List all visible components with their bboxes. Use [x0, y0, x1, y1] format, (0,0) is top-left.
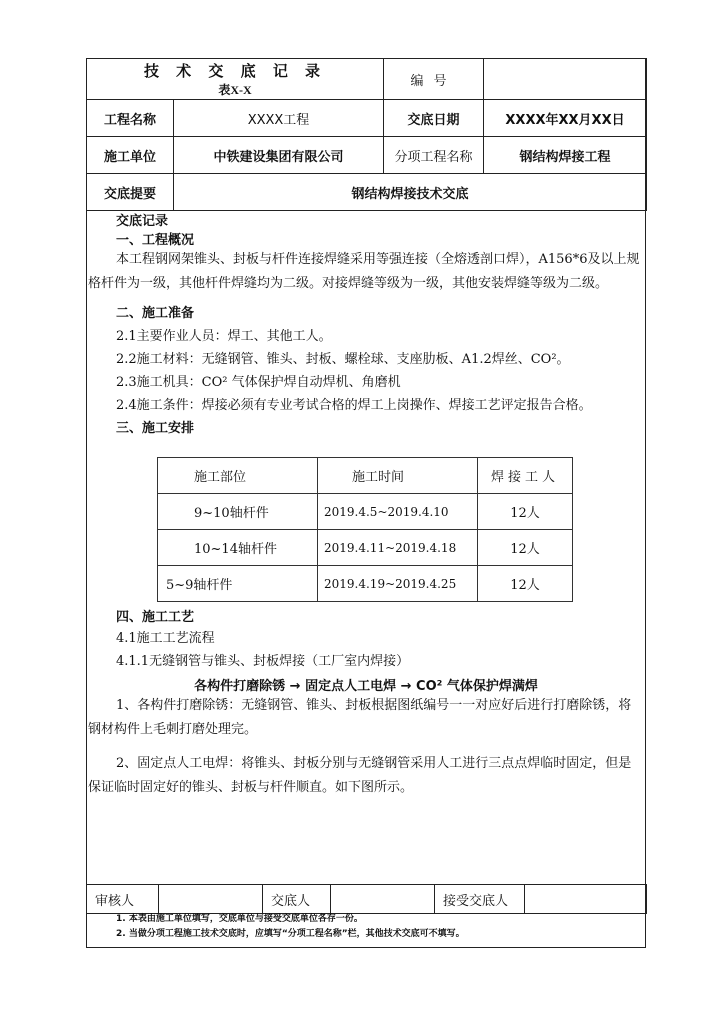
- table-row: [158, 566, 573, 602]
- discloser-signature[interactable]: [331, 885, 435, 914]
- project-name-value[interactable]: XXXX工程: [174, 100, 384, 137]
- section-2-item: 2.2施工材料：无缝钢管、锥头、封板、螺栓球、支座肋板、A1.2焊丝、CO²。: [116, 352, 570, 367]
- summary-value[interactable]: 钢结构焊接技术交底: [174, 174, 647, 211]
- section-2-item: 2.4施工条件：焊接必须有专业考试合格的焊工上岗操作、焊接工艺评定报告合格。: [116, 398, 592, 413]
- step-2-text: 2、固定点人工电焊：将锥头、封板分别与无缝钢管采用人工进行三点点焊临时固定，但是保证临时固定好的锥头、封板与杆件顺直。如下图所示。: [88, 756, 632, 795]
- reviewer-signature[interactable]: [159, 885, 263, 914]
- serial-value[interactable]: [484, 59, 647, 100]
- process-section: [88, 609, 644, 673]
- date-label: 交底日期: [384, 100, 484, 137]
- process-flow: 各构件打磨除锈 → 固定点人工电焊 → CO² 气体保护焊满焊: [194, 679, 538, 694]
- footnote: 1. 本表由施工单位填写，交底单位与接受交底单位各存一份。: [116, 914, 363, 924]
- unit-label: 施工单位: [87, 137, 174, 174]
- discloser-label: 交底人: [263, 885, 331, 914]
- date-value[interactable]: XXXX年XX月XX日: [484, 100, 647, 137]
- footnotes: [116, 912, 641, 942]
- title-cell: [87, 59, 384, 100]
- schedule-workers: 12人: [478, 566, 573, 602]
- section-1-text: 本工程钢网架锥头、封板与杆件连接焊缝采用等强连接（全熔透剖口焊），A156*6及以上规格杆件为一级，其他杆件焊缝均为二级。对接焊缝等级为一级，其他安装焊缝等级为二级。: [88, 252, 640, 291]
- section-4-item: 4.1.1无缝钢管与锥头、封板焊接（工厂室内焊接）: [116, 654, 410, 669]
- header-table: [86, 58, 647, 211]
- schedule-header-workers: 焊接工人: [478, 458, 573, 494]
- signature-table: [86, 884, 647, 914]
- document-title: 技 术 交 底 记 录: [143, 62, 327, 80]
- section-2-title: 二、施工准备: [116, 306, 195, 321]
- schedule-header-time: 施工时间: [318, 458, 478, 494]
- reviewer-label: 审核人: [87, 885, 159, 914]
- serial-label: 编号: [384, 59, 484, 100]
- record-body: [88, 210, 644, 440]
- schedule-header-part: 施工部位: [158, 458, 318, 494]
- schedule-part: 10~14轴杆件: [158, 530, 318, 566]
- unit-value[interactable]: 中铁建设集团有限公司: [174, 137, 384, 174]
- steps-section: [88, 694, 644, 800]
- section-2-item: 2.1主要作业人员：焊工、其他工人。: [116, 329, 332, 344]
- section-1-title: 一、工程概况: [116, 233, 195, 248]
- section-2-item: 2.3施工机具：CO² 气体保护焊自动焊机、角磨机: [116, 375, 401, 390]
- section-4-item: 4.1施工工艺流程: [116, 631, 215, 646]
- receiver-label: 接受交底人: [435, 885, 525, 914]
- record-title: 交底记录: [116, 214, 169, 229]
- schedule-part: 9~10轴杆件: [158, 494, 318, 530]
- project-name-label: 工程名称: [87, 100, 174, 137]
- subproject-value[interactable]: 钢结构焊接工程: [484, 137, 647, 174]
- schedule-table: [157, 457, 573, 602]
- step-1-text: 1、各构件打磨除锈：无缝钢管、锥头、封板根据图纸编号一一对应好后进行打磨除锈，将钢材构件上毛刺打磨处理完。: [88, 698, 632, 737]
- section-3-title: 三、施工安排: [116, 421, 195, 436]
- section-4-title: 四、施工工艺: [116, 610, 195, 625]
- schedule-time: 2019.4.11~2019.4.18: [318, 530, 478, 566]
- schedule-time: 2019.4.5~2019.4.10: [318, 494, 478, 530]
- subproject-label: 分项工程名称: [384, 137, 484, 174]
- schedule-part: 5~9轴杆件: [158, 566, 318, 602]
- schedule-workers: 12人: [478, 494, 573, 530]
- summary-label: 交底提要: [87, 174, 174, 211]
- table-row: [158, 494, 573, 530]
- form-number: 表X-X: [218, 83, 252, 97]
- schedule-workers: 12人: [478, 530, 573, 566]
- schedule-time: 2019.4.19~2019.4.25: [318, 566, 478, 602]
- receiver-signature[interactable]: [525, 885, 647, 914]
- footnote: 2. 当做分项工程施工技术交底时，应填写“分项工程名称”栏，其他技术交底可不填写。: [116, 929, 465, 939]
- table-row: [158, 530, 573, 566]
